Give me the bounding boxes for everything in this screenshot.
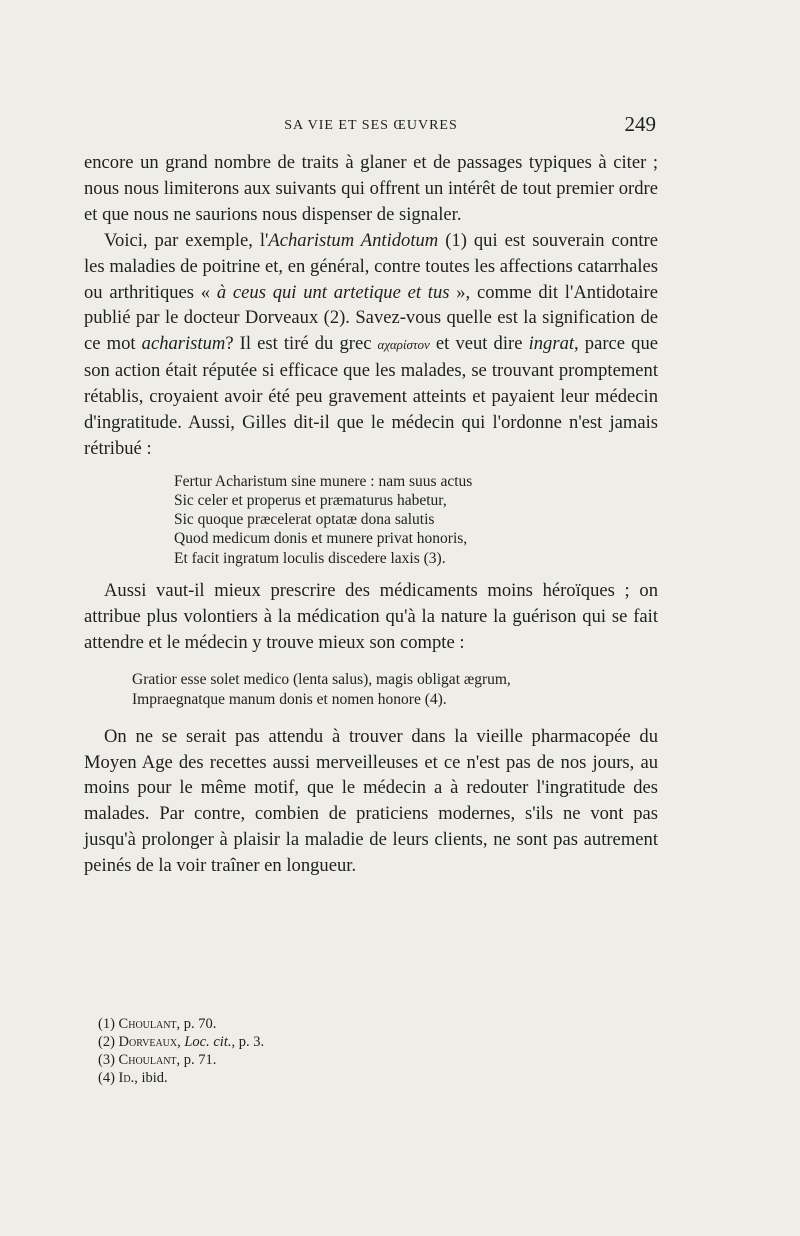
footnote-author: Choulant xyxy=(118,1016,177,1032)
footnote-1 xyxy=(98,1015,264,1033)
paragraph-1: encore un grand nombre de traits à glaner et de passages typiques à citer ; nous nous limiterons aux suivants qui offrent un intérêt de tout premier ordre et que nous ne saurions nous dispenser de signaler. xyxy=(84,152,658,225)
paragraph-2-text-a: Voici, par exemple, l' xyxy=(104,229,269,251)
paragraph-2-greek-word: αχαρίστον xyxy=(377,337,430,353)
footnote-reference: , p. 3. xyxy=(231,1034,265,1050)
quote-1-line: Sic quoque præcelerat optatæ dona salutis xyxy=(174,511,435,529)
paragraph-2-text-e: », comme dit l'Antidotaire publié par le docteur Dorveaux (2). Savez-vous quelle est la signification de ce mot xyxy=(84,281,659,355)
footnote-3 xyxy=(98,1051,264,1069)
paragraph-4: On ne se serait pas attendu à trouver dans la vieille pharmacopée du Moyen Age des recettes aussi merveilleuses et ce n'est pas de nos jours, au moins pour le même motif, que le médecin a à redouter l'ingratitude des malades. Par contre, combien de praticiens modernes, s'ils ne vont pas jusqu'à prolonger à plaisir la maladie de leurs clients, ne sont pas autrement peinés de la voir traîner en longueur. xyxy=(84,725,658,877)
footnote-author: Choulant xyxy=(118,1052,177,1068)
page-number: 249 xyxy=(624,112,656,136)
paragraph-2-text-k: , parce que son action était réputée si efficace que les malades, se trouvant promptement rétablis, croyaient avoir été peu gravement atteints et payaient leur médecin d'ingratitude. Aussi, Gilles dit-il que le médecin qui l'ordonne n'est jamais rétribué : xyxy=(84,333,658,459)
quote-2-line: Gratior esse solet medico (lenta salus), magis obligat ægrum, xyxy=(132,670,511,688)
paragraph-2-text-g: ? Il est tiré du grec xyxy=(225,333,378,355)
footnote-4 xyxy=(98,1069,264,1087)
quote-1-line: Quod medicum donis et munere privat honoris, xyxy=(174,530,468,548)
quote-1-line: Et facit ingratum loculis discedere laxis (3). xyxy=(174,549,446,567)
paragraph-2-italic-title: Acharistum Antidotum xyxy=(268,229,439,251)
running-title: SA VIE ET SES ŒUVRES xyxy=(284,118,458,133)
page-header xyxy=(84,112,658,142)
quote-2-line: Impraegnatque manum donis et nomen honore (4). xyxy=(132,690,447,708)
footnote-number: (3) xyxy=(98,1052,115,1068)
quote-1-line: Fertur Acharistum sine munere : nam suus actus xyxy=(174,472,473,490)
footnote-number: (4) xyxy=(98,1070,115,1086)
paragraph-2 xyxy=(84,228,658,462)
paragraph-2-italic-quote: à ceus qui unt artetique et tus xyxy=(216,281,450,303)
paragraph-2-text-i: et veut dire xyxy=(429,333,529,355)
footnote-reference: , ibid. xyxy=(134,1070,168,1086)
footnotes xyxy=(98,1015,264,1087)
paragraph-3: Aussi vaut-il mieux prescrire des médicaments moins héroïques ; on attribue plus volontiers à la médication qu'à la nature la guérison qui se fait attendre et le médecin y trouve mieux son compte : xyxy=(84,579,658,653)
latin-quote-1 xyxy=(174,472,658,568)
paragraph-2-italic-ingrat: ingrat xyxy=(528,333,575,355)
footnote-reference: , xyxy=(177,1034,185,1050)
quote-1-line: Sic celer et properus et præmaturus habetur, xyxy=(174,492,447,510)
latin-quote-2 xyxy=(132,670,658,710)
footnote-author: Dorveaux xyxy=(118,1034,178,1050)
footnote-reference-italic: Loc. cit. xyxy=(184,1034,232,1050)
body-text xyxy=(84,150,658,879)
footnote-author: Id. xyxy=(118,1070,135,1086)
footnote-reference: , p. 71. xyxy=(176,1052,217,1068)
footnote-number: (1) xyxy=(98,1016,115,1032)
footnote-2 xyxy=(98,1033,264,1051)
paragraph-2-italic-word: acharistum xyxy=(141,333,226,355)
footnote-number: (2) xyxy=(98,1034,115,1050)
footnote-reference: , p. 70. xyxy=(176,1016,217,1032)
paragraph-2-text-c: (1) qui est souverain contre les maladies de poitrine et, en général, contre toutes les affections catarrhales ou arthritiques « xyxy=(84,229,658,303)
